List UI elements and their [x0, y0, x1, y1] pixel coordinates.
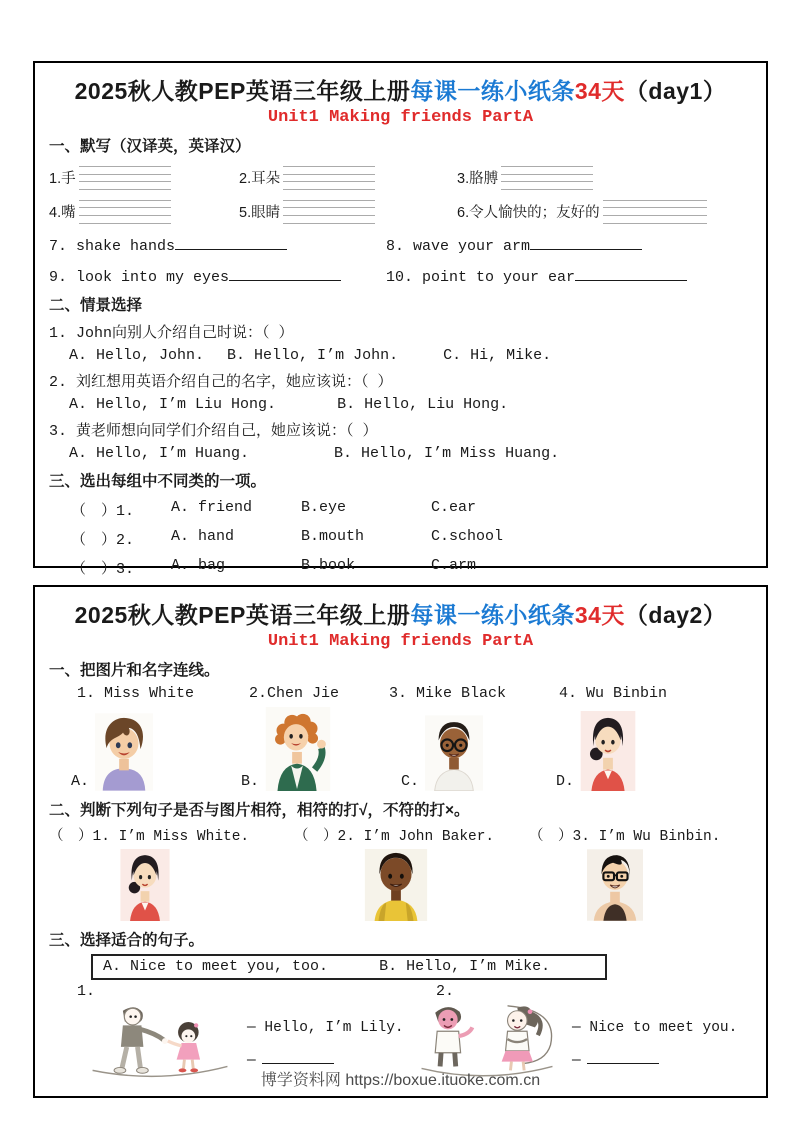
day1-subtitle: Unit1 Making friends PartA: [267, 108, 534, 127]
day1-title-part4: （day1）: [624, 78, 727, 104]
day2-card: [33, 585, 768, 1098]
day1-title-part1: 2025秋人教PEP英语三年级上册: [74, 78, 411, 104]
word-label: 1.手: [49, 171, 76, 188]
writing-lines: [79, 166, 171, 190]
writing-lines: [603, 200, 707, 224]
phrase-row-2: [49, 268, 752, 286]
option-b: B.book: [301, 556, 356, 574]
dialogue-lines: [572, 1020, 737, 1069]
answer-blank: [229, 268, 341, 281]
writing-lines: [501, 166, 593, 190]
name-item: 4. Wu Binbin: [559, 685, 668, 702]
option-a: A. Hello, John.: [69, 346, 205, 364]
day2-title-red: 34天: [574, 602, 625, 628]
avatar-cell: [401, 707, 556, 791]
day2-section3-heading: 三、选择适合的句子。: [49, 932, 205, 949]
word-label: 6.令人愉快的；友好的: [457, 205, 600, 222]
dialogue-lines: [247, 1020, 404, 1069]
question-stem: 1. John向别人介绍自己时说：（ ）: [49, 324, 294, 342]
phrase-label: 9. look into my eyes: [49, 268, 230, 286]
day2-section1-heading: 一、把图片和名字连线。: [49, 662, 220, 679]
question-options: [49, 347, 752, 364]
word-label: 5.眼睛: [239, 205, 281, 222]
answer-blank: [575, 268, 687, 281]
question-stem: 3. 黄老师想向同学们介绍自己，她应该说：（ ）: [49, 422, 378, 440]
day2-section2-heading: 二、判断下列句子是否与图片相符，相符的打√，不符的打×。: [49, 802, 470, 819]
judge-cell: [49, 824, 294, 921]
day2-title: [49, 597, 752, 630]
day1-section2-heading: 二、情景选择: [49, 296, 143, 314]
word-item: [457, 200, 752, 224]
phrase-item: [49, 268, 386, 286]
dialogue-line-2: —: [247, 1052, 404, 1069]
person-glasses-dark-top-avatar: [587, 849, 643, 921]
picture-letter: C.: [401, 773, 420, 790]
word-item: [239, 166, 457, 190]
word-label: 3.胳膊: [457, 171, 499, 188]
name-item: 1. Miss White: [77, 685, 195, 702]
writing-lines: [283, 200, 375, 224]
question-stem: 2. 刘红想用英语介绍自己的名字，她应该说：（ ）: [49, 373, 393, 391]
judge-row: [49, 824, 752, 921]
option-a: A. Hello, I’m Liu Hong.: [69, 395, 277, 413]
dialogue-line-1: — Nice to meet you.: [572, 1020, 738, 1036]
question-options: [49, 396, 752, 413]
option-b: B. Hello, I’m John.: [227, 346, 399, 364]
phrase-item: [386, 268, 752, 286]
day1-title-red: 34天: [574, 78, 625, 104]
option-b: B.mouth: [301, 527, 365, 545]
judge-picture: [119, 849, 294, 921]
judge-cell: [294, 824, 529, 921]
option-c: C.arm: [431, 556, 477, 574]
avatar-row: [49, 707, 752, 791]
sentence-options-box: [91, 954, 607, 980]
day1-section3-heading: 三、选出每组中不同类的一项。: [49, 472, 267, 490]
judge-sentence: （ ）2. I’m John Baker.: [294, 829, 495, 845]
avatar-cell: [71, 707, 241, 791]
word-item: [457, 166, 752, 190]
scene-number: 1.: [77, 983, 96, 1000]
judge-cell: [529, 824, 752, 921]
phrase-label: 8. wave your arm: [386, 237, 531, 255]
phrase-row-1: [49, 237, 752, 255]
names-row: [49, 685, 752, 702]
phrase-label: 7. shake hands: [49, 237, 176, 255]
day1-card: [33, 61, 768, 578]
phrase-label: 10. point to your ear: [386, 268, 576, 286]
day1-title-blue: 每课一练小纸条: [410, 78, 575, 104]
word-item: [49, 166, 239, 190]
odd-one-out-row: [49, 499, 752, 520]
judge-sentence: （ ）1. I’m Miss White.: [49, 829, 250, 845]
teacher-orange-hair-waving-avatar: [265, 707, 331, 791]
option-a: A. Hello, I’m Huang.: [69, 444, 250, 462]
name-item: 3. Mike Black: [389, 685, 507, 702]
option-b: B. Hello, Liu Hong.: [337, 395, 509, 413]
boy-brown-hair-purple-shirt-avatar: [95, 713, 153, 791]
option-a: A. friend: [171, 498, 253, 516]
footer-site-link: 博学资料网 https://boxue.ituoke.com.cn: [260, 1072, 541, 1089]
option-c: C.ear: [431, 498, 477, 516]
avatar-cell: [556, 707, 752, 791]
day2-title-part1: 2025秋人教PEP英语三年级上册: [74, 602, 411, 628]
dialogue-line-2: —: [572, 1052, 737, 1069]
judge-picture: [364, 849, 529, 921]
odd-one-out-row: [49, 557, 752, 578]
option-b: B. Hello, I’m Mike.: [379, 958, 551, 975]
scene-number: 2.: [436, 983, 455, 1000]
question-options: [49, 445, 752, 462]
day2-subtitle: Unit1 Making friends PartA: [267, 632, 534, 651]
writing-lines: [79, 200, 171, 224]
day1-section1-heading: 一、默写（汉译英，英译汉）: [49, 138, 251, 155]
word-label: 4.嘴: [49, 205, 76, 222]
judge-picture: [587, 849, 752, 921]
word-label: 2.耳朵: [239, 171, 281, 188]
word-row-1: [49, 166, 752, 190]
dialogue-line-1: — Hello, I’m Lily.: [247, 1020, 404, 1036]
day2-title-part4: （day2）: [624, 602, 727, 628]
word-item: [49, 200, 239, 224]
option-b: B. Hello, I’m Miss Huang.: [334, 444, 560, 462]
answer-blank: [587, 1052, 659, 1064]
option-a: A. bag: [171, 556, 226, 574]
girl-black-hair-red-top-avatar: [119, 849, 171, 921]
bracket-number: （ ）2.: [71, 531, 135, 549]
picture-letter: A.: [71, 773, 90, 790]
bracket-number: （ ）3.: [71, 560, 135, 578]
odd-one-out-row: [49, 528, 752, 549]
option-c: C.school: [431, 527, 504, 545]
picture-letter: B.: [241, 773, 260, 790]
option-a: A. hand: [171, 527, 235, 545]
bracket-number: （ ）1.: [71, 502, 135, 520]
girl-black-hair-red-top-avatar: [580, 711, 636, 791]
phrase-item: [49, 237, 386, 255]
boy-glasses-white-shirt-avatar: [425, 715, 483, 791]
writing-lines: [283, 166, 375, 190]
boy-yellow-shirt-avatar: [364, 849, 428, 921]
avatar-cell: [241, 707, 401, 791]
answer-blank: [262, 1052, 334, 1064]
judge-sentence: （ ）3. I’m Wu Binbin.: [529, 829, 721, 845]
picture-letter: D.: [556, 773, 575, 790]
option-b: B.eye: [301, 498, 347, 516]
answer-blank: [530, 237, 642, 250]
option-a: A. Nice to meet you, too.: [103, 958, 329, 975]
phrase-item: [386, 237, 752, 255]
option-c: C. Hi, Mike.: [443, 346, 552, 364]
word-item: [239, 200, 457, 224]
day1-title: [49, 73, 752, 106]
name-item: 2.Chen Jie: [249, 685, 340, 702]
day2-title-blue: 每课一练小纸条: [410, 602, 575, 628]
word-row-2: [49, 200, 752, 224]
answer-blank: [175, 237, 287, 250]
